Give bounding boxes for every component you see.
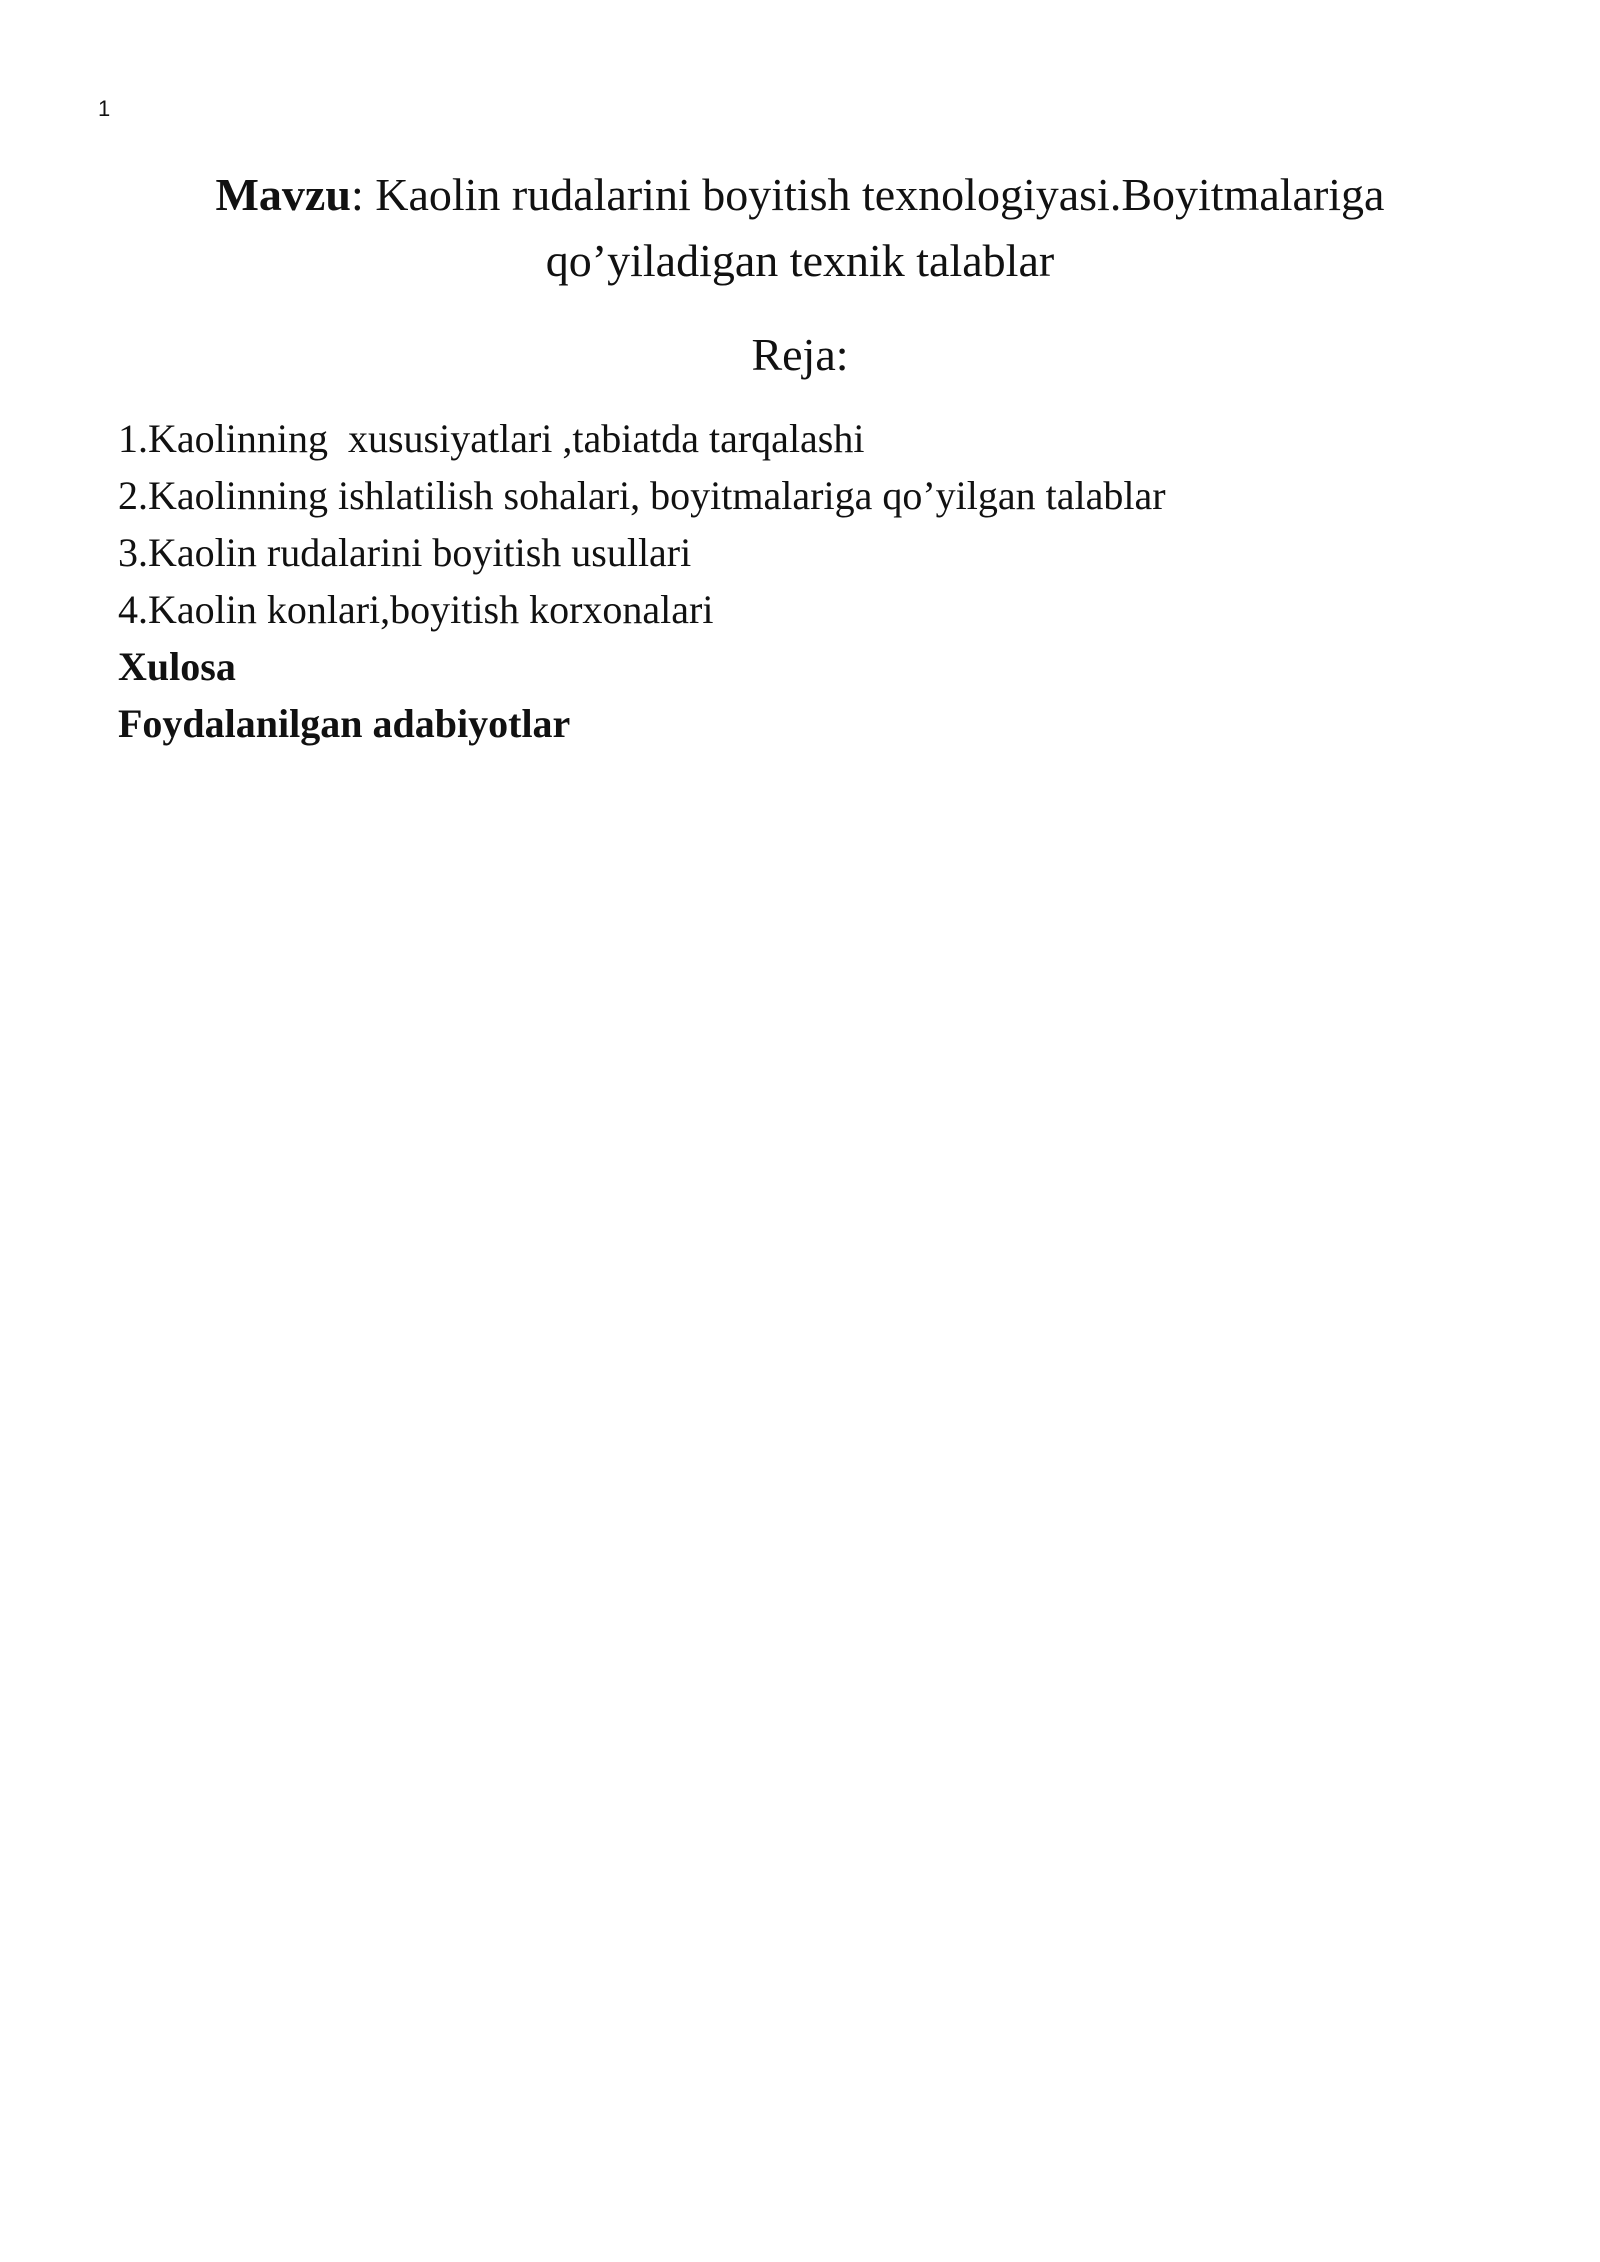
title-line-1: Kaolin rudalarini boyitish texnologiyasi.Boyitmalariga — [363, 169, 1385, 220]
plan-item-3: 3.Kaolin rudalarini boyitish usullari — [118, 530, 692, 575]
page-number: 1 — [98, 96, 111, 121]
plan-item-2: 2.Kaolinning ishlatilish sohalari, boyitmalariga qo’yilgan talablar — [118, 473, 1166, 518]
plan-item-references: Foydalanilgan adabiyotlar — [118, 701, 571, 746]
plan-list — [118, 410, 1166, 752]
plan-item-4: 4.Kaolin konlari,boyitish korxonalari — [118, 587, 714, 632]
document-title — [0, 162, 1600, 294]
plan-item-conclusion: Xulosa — [118, 644, 236, 689]
plan-heading: Reja: — [751, 329, 849, 380]
title-colon: : — [350, 169, 364, 220]
title-line-2: qo’yiladigan texnik talablar — [545, 235, 1055, 286]
plan-item-1: 1.Kaolinning xususiyatlari ,tabiatda tarqalashi — [118, 416, 865, 461]
title-label: Mavzu — [215, 169, 351, 220]
